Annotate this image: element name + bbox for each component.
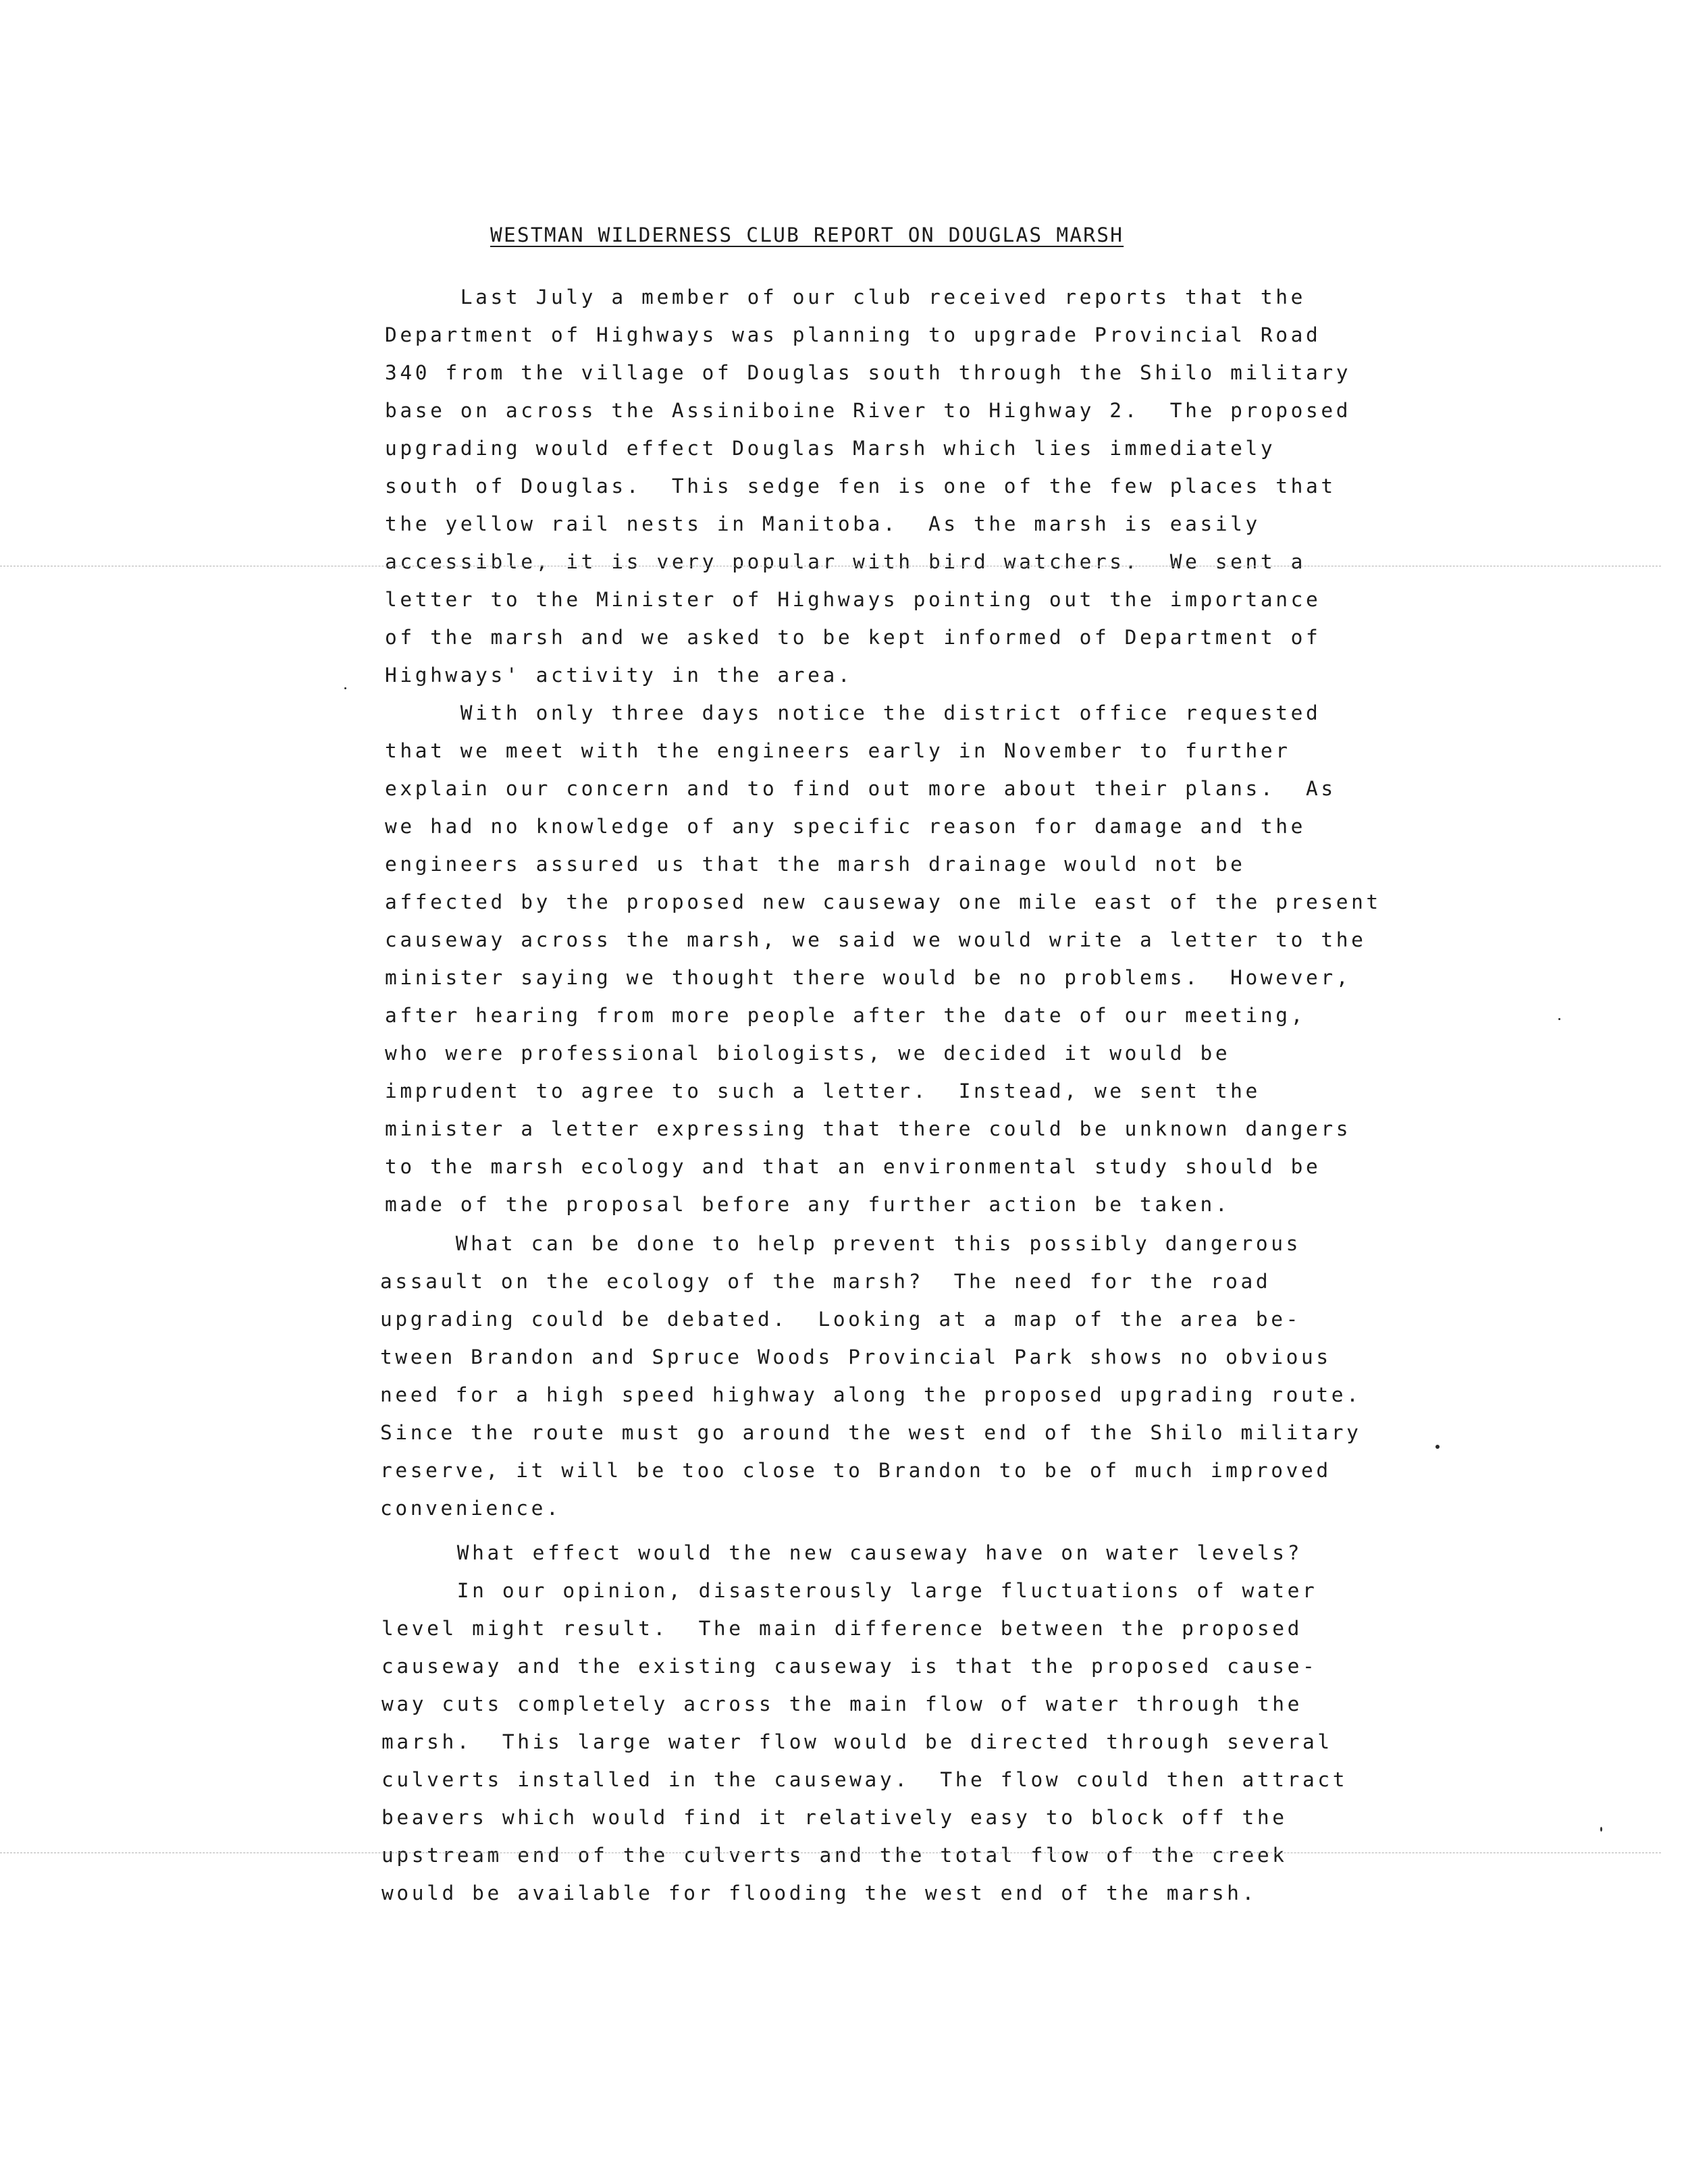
text-line: after hearing from more people after the date of our meeting, <box>385 1004 1306 1027</box>
scan-speck <box>1435 1445 1440 1449</box>
text-line: explain our concern and to find out more about their plans. As <box>385 777 1336 800</box>
text-line: assault on the ecology of the marsh? The need for the road <box>380 1270 1271 1293</box>
text-line: What effect would the new causeway have on water levels? <box>381 1541 1302 1564</box>
text-line: would be available for flooding the west end of the marsh. <box>381 1882 1257 1905</box>
text-line: causeway and the existing causeway is that the proposed cause- <box>381 1655 1318 1678</box>
document-title: WESTMAN WILDERNESS CLUB REPORT ON DOUGLAS MARSH <box>490 223 1124 246</box>
text-line: Since the route must go around the west end of the Shilo military <box>380 1421 1362 1444</box>
text-line: Department of Highways was planning to upgrade Provincial Road <box>385 323 1321 346</box>
text-line: of the marsh and we asked to be kept informed of Department of <box>385 626 1321 649</box>
text-line: accessible, it is very popular with bird watchers. We sent a <box>385 550 1306 573</box>
text-line: What can be done to help prevent this possibly dangerous <box>380 1232 1301 1255</box>
text-line: to the marsh ecology and that an environmental study should be <box>385 1155 1321 1178</box>
text-line: who were professional biologists, we decided it would be <box>385 1042 1231 1065</box>
text-line: made of the proposal before any further action be taken. <box>385 1193 1231 1216</box>
text-line: reserve, it will be too close to Brandon to be of much improved <box>380 1459 1331 1482</box>
text-line: marsh. This large water flow would be directed through several <box>381 1730 1333 1753</box>
text-line: upgrading would effect Douglas Marsh which lies immediately <box>385 437 1276 460</box>
text-line: south of Douglas. This sedge fen is one of the few places that <box>385 475 1336 498</box>
text-line: With only three days notice the district office requested <box>385 701 1321 724</box>
text-line: minister a letter expressing that there could be unknown dangers <box>385 1117 1352 1140</box>
scan-speck <box>1600 1827 1602 1832</box>
text-line: culverts installed in the causeway. The flow could then attract <box>381 1768 1348 1791</box>
text-line: convenience. <box>380 1497 562 1520</box>
scan-speck <box>344 687 346 689</box>
text-line: Highways' activity in the area. <box>385 664 853 687</box>
text-line: need for a high speed highway along the proposed upgrading route. <box>380 1383 1362 1406</box>
scan-speck <box>1558 1018 1560 1020</box>
text-line: beavers which would find it relatively easy to block off the <box>381 1806 1288 1829</box>
text-line: In our opinion, disasterously large fluctuations of water <box>381 1579 1318 1602</box>
text-line: imprudent to agree to such a letter. Instead, we sent the <box>385 1080 1261 1102</box>
text-line: letter to the Minister of Highways pointing out the importance <box>385 588 1321 611</box>
text-line: affected by the proposed new causeway one mile east of the present <box>385 890 1381 913</box>
text-line: we had no knowledge of any specific reason for damage and the <box>385 815 1306 838</box>
text-line: base on across the Assiniboine River to Highway 2. The proposed <box>385 399 1352 422</box>
text-line: tween Brandon and Spruce Woods Provincial Park shows no obvious <box>380 1346 1331 1368</box>
text-line: engineers assured us that the marsh drainage would not be <box>385 853 1246 876</box>
text-line: way cuts completely across the main flow of water through the <box>381 1693 1302 1715</box>
text-line: that we meet with the engineers early in November to further <box>385 739 1291 762</box>
text-line: Last July a member of our club received reports that the <box>385 286 1306 309</box>
text-line: upgrading could be debated. Looking at a map of the area be- <box>380 1308 1301 1331</box>
text-line: causeway across the marsh, we said we would write a letter to the <box>385 928 1367 951</box>
text-line: upstream end of the culverts and the total flow of the creek <box>381 1844 1288 1867</box>
text-line: 340 from the village of Douglas south through the Shilo military <box>385 361 1352 384</box>
text-line: minister saying we thought there would be no problems. However, <box>385 966 1352 989</box>
text-line: level might result. The main difference between the proposed <box>381 1617 1302 1640</box>
text-line: the yellow rail nests in Manitoba. As the marsh is easily <box>385 512 1261 535</box>
